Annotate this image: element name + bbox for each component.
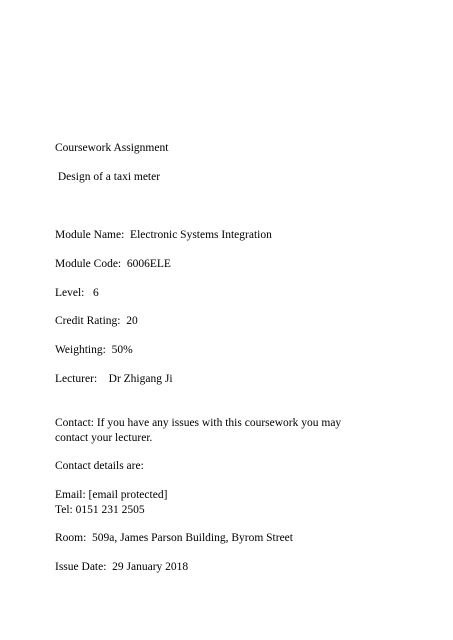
room: Room: 509a, James Parson Building, Byrom Street [55, 532, 293, 544]
level: Level: 6 [55, 287, 99, 299]
lecturer: Lecturer: Dr Zhigang Ji [55, 373, 173, 385]
document-subtitle: Design of a taxi meter [55, 171, 161, 183]
module-code: Module Code: 6006ELE [55, 258, 171, 270]
module-name: Module Name: Electronic Systems Integration [55, 229, 272, 241]
contact-line-1: Contact: If you have any issues with this coursework you may [55, 417, 342, 429]
weighting: Weighting: 50% [55, 344, 133, 356]
contact-details-heading: Contact details are: [55, 460, 144, 472]
credit-rating: Credit Rating: 20 [55, 315, 138, 327]
email: Email: [email protected] [55, 489, 168, 501]
issue-date: Issue Date: 29 January 2018 [55, 561, 189, 573]
telephone: Tel: 0151 231 2505 [55, 504, 145, 516]
contact-line-2: contact your lecturer. [55, 432, 153, 444]
document-title: Coursework Assignment [55, 142, 169, 154]
